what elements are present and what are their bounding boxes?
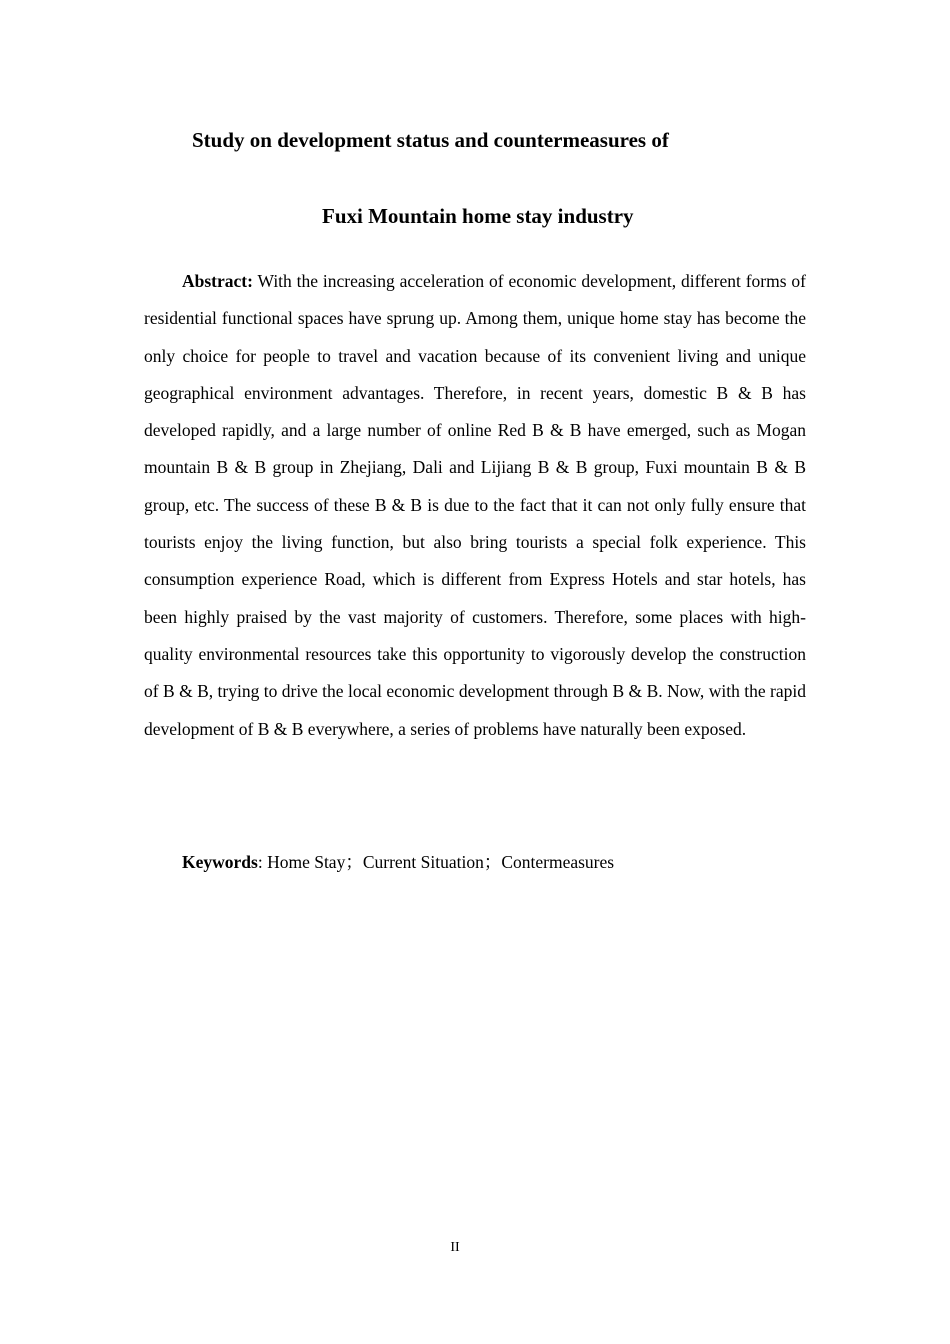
abstract-paragraph xyxy=(144,263,806,748)
keywords-line xyxy=(182,848,614,876)
keywords-text: : Home Stay；Current Situation；Contermeasures xyxy=(257,852,615,872)
keywords-label: Keywords xyxy=(182,852,258,872)
abstract-label: Abstract: xyxy=(182,271,253,291)
abstract-text: With the increasing acceleration of economic development, different forms of residential functional spaces have sprung up. Among them, unique home stay has become the only choice for people to travel and vacation because of its convenient living and unique geographical environment advantages. Therefore, in recent years, domestic B & B has developed rapidly, and a large number of online Red B & B have emerged, such as Mogan mountain B & B group in Zhejiang, Dali and Lijiang B & B group, Fuxi mountain B & B group, etc. The success of these B & B is due to the fact that it can not only fully ensure that tourists enjoy the living function, but also bring tourists a special folk experience. This consumption experience Road, which is different from Express Hotels and star hotels, has been highly praised by the vast majority of customers. Therefore, some places with high-quality environmental resources take this opportunity to vigorously develop the construction of B & B, trying to drive the local economic development through B & B. Now, with the rapid development of B & B everywhere, a series of problems have naturally been exposed. xyxy=(144,271,806,739)
page-number: II xyxy=(450,1240,460,1255)
title-line-2: Fuxi Mountain home stay industry xyxy=(322,204,634,228)
title-line-1: Study on development status and countermeasures of xyxy=(192,128,669,152)
